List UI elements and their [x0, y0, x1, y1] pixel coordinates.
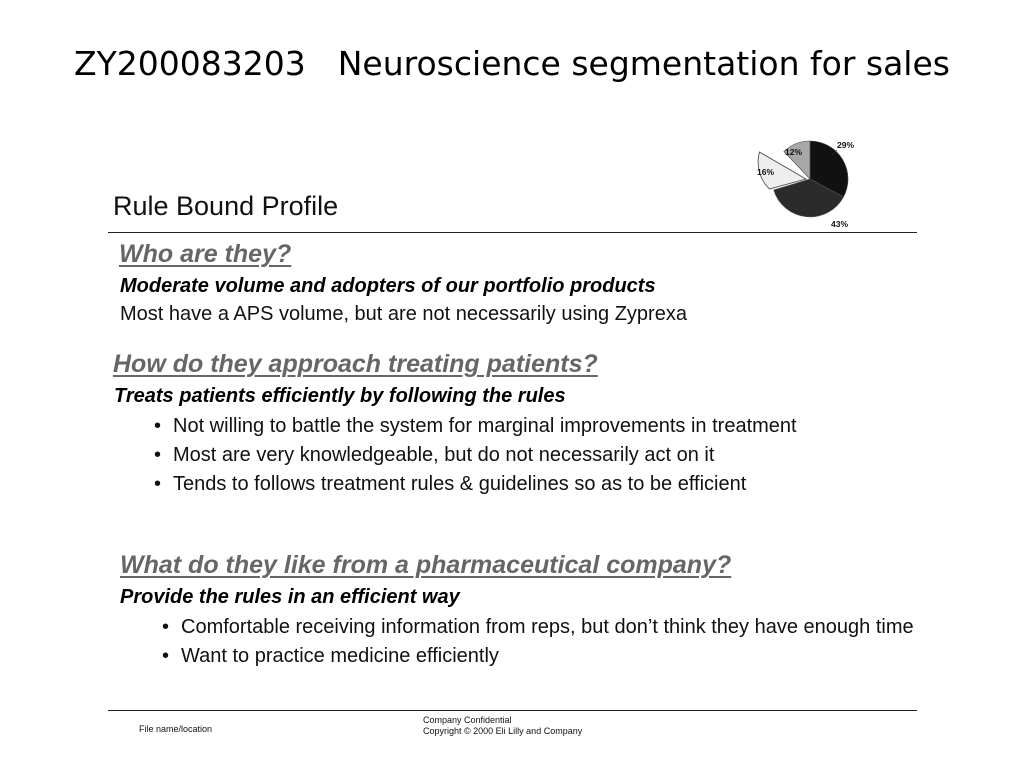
- section-how-heading: How do they approach treating patients?: [113, 350, 598, 378]
- list-item: • Want to practice medicine efficiently: [156, 642, 916, 671]
- list-item: • Not willing to battle the system for marginal improvements in treatment: [148, 412, 888, 441]
- list-item: • Most are very knowledgeable, but do not necessarily act on it: [148, 441, 888, 470]
- section-who-heading: Who are they?: [119, 240, 292, 268]
- section-what-bullets: [156, 613, 916, 671]
- pie-label-43: 43%: [831, 219, 849, 229]
- section-how-subheading: Treats patients efficiently by following the rules: [114, 385, 566, 407]
- pie-label-16: 16%: [757, 167, 775, 177]
- list-item: • Tends to follows treatment rules & guidelines so as to be efficient: [148, 470, 888, 499]
- section-what-subheading: Provide the rules in an efficient way: [120, 586, 460, 608]
- title-text: Neuroscience segmentation for sales: [337, 44, 950, 83]
- pie-label-29: 29%: [837, 140, 855, 150]
- footer-confidential-label: Company Confidential: [423, 715, 512, 725]
- top-divider: [108, 232, 917, 233]
- segment-pie-chart: [745, 132, 870, 232]
- footer-file-location: File name/location: [139, 724, 213, 734]
- profile-title: Rule Bound Profile: [113, 191, 339, 221]
- footer-confidential: [423, 715, 582, 737]
- slide-title: [0, 44, 1024, 83]
- title-code: ZY200083203: [74, 44, 306, 83]
- footer-copyright: Copyright © 2000 Eli Lilly and Company: [423, 726, 583, 736]
- section-who-line: Most have a APS volume, but are not necessarily using Zyprexa: [120, 303, 687, 325]
- section-what-heading: What do they like from a pharmaceutical company?: [120, 551, 732, 579]
- list-item: • Comfortable receiving information from reps, but don’t think they have enough time: [156, 613, 916, 642]
- section-how-bullets: [148, 412, 888, 499]
- pie-label-12: 12%: [785, 147, 803, 157]
- bottom-divider: [108, 710, 917, 711]
- section-who-subheading: Moderate volume and adopters of our portfolio products: [120, 275, 656, 297]
